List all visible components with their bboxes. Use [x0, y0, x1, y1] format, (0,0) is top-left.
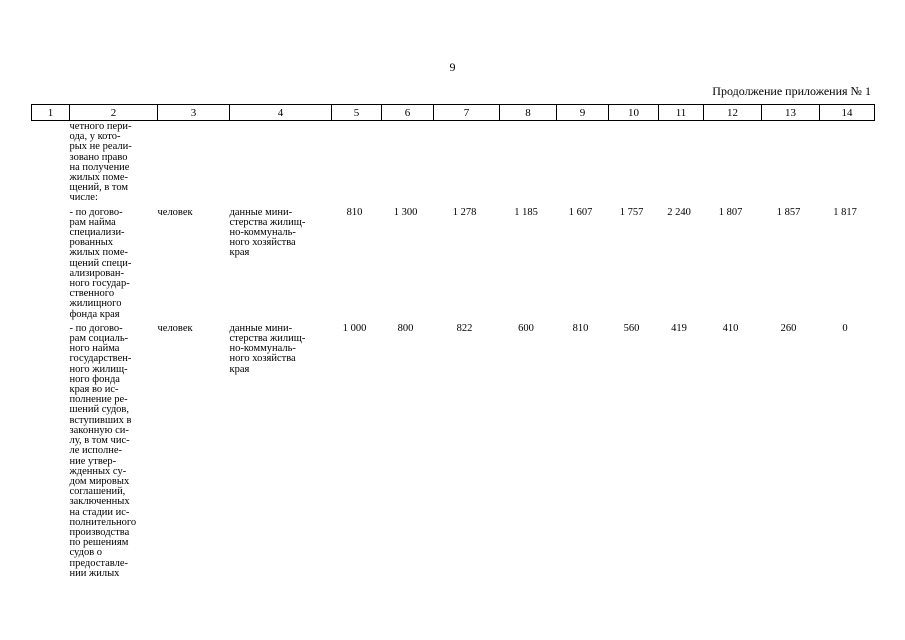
table-row — [32, 320, 875, 579]
value-cell: 1 185 — [514, 206, 538, 218]
value-cell: 1 807 — [718, 206, 743, 218]
table-row — [32, 204, 875, 320]
value-cell — [762, 121, 820, 204]
value-cell: 800 — [397, 322, 414, 334]
unit-cell: человек — [157, 206, 193, 218]
indicator-cell: - по догово- рам найма специализи- рованных жилых поме- щений специ- ализирован- ного государ- ственного жилищного фонда края — [69, 206, 132, 320]
value-cell — [382, 121, 434, 204]
value-cell — [609, 121, 659, 204]
continuation-label: Продолжение приложения № 1 — [712, 84, 871, 98]
indicators-table — [31, 104, 875, 579]
header-col-11: 11 — [659, 105, 704, 121]
value-cell: 810 — [346, 206, 363, 218]
row-number-cell — [32, 121, 70, 204]
unit-cell: человек — [157, 322, 193, 334]
value-cell: 1 000 — [342, 322, 367, 334]
value-cell: 1 817 — [833, 206, 857, 218]
header-col-1: 1 — [32, 105, 70, 121]
value-cell: 810 — [572, 322, 589, 334]
source-cell: данные мини- стерства жилищ- но-коммуналь- ного хозяйства края — [229, 206, 306, 259]
header-col-8: 8 — [500, 105, 557, 121]
header-col-2: 2 — [70, 105, 158, 121]
value-cell: 822 — [456, 322, 473, 334]
value-cell — [434, 121, 500, 204]
header-col-14: 14 — [820, 105, 875, 121]
value-cell: 410 — [722, 322, 739, 334]
value-cell: 1 857 — [776, 206, 801, 218]
header-col-3: 3 — [158, 105, 230, 121]
source-cell — [230, 121, 332, 204]
header-col-7: 7 — [434, 105, 500, 121]
value-cell: 2 240 — [667, 206, 691, 218]
value-cell — [659, 121, 704, 204]
value-cell — [500, 121, 557, 204]
value-cell: 600 — [518, 322, 534, 334]
value-cell — [704, 121, 762, 204]
value-cell: 1 278 — [452, 206, 477, 218]
header-col-5: 5 — [332, 105, 382, 121]
unit-cell — [158, 121, 230, 204]
row-number-cell — [32, 204, 70, 320]
value-cell: 419 — [671, 322, 687, 334]
value-cell: 1 300 — [393, 206, 418, 218]
header-col-12: 12 — [704, 105, 762, 121]
header-col-6: 6 — [382, 105, 434, 121]
header-col-13: 13 — [762, 105, 820, 121]
value-cell: 260 — [780, 322, 797, 334]
header-col-4: 4 — [230, 105, 332, 121]
value-cell: 1 607 — [568, 206, 593, 218]
value-cell: 560 — [623, 322, 640, 334]
value-cell: 0 — [842, 322, 848, 334]
value-cell — [332, 121, 382, 204]
source-cell: данные мини- стерства жилищ- но-коммуналь- ного хозяйства края — [229, 322, 306, 375]
value-cell — [557, 121, 609, 204]
value-cell: 1 757 — [619, 206, 644, 218]
row-number-cell — [32, 320, 70, 579]
header-col-10: 10 — [609, 105, 659, 121]
header-col-9: 9 — [557, 105, 609, 121]
indicator-cell: - по догово- рам социаль- ного найма государствен- ного жилищ- ного фонда края во ис- полнение ре- шений судов, вступивших в законную си- лу, в том чис- ле исполне- ние утвер- жденных су- дом мировых соглашений, заключенных на стадии ис- полнительного производства по решениям судов о предоставле- нии жилых — [69, 322, 137, 579]
indicator-cell: четного пери- ода, у кото- рых не реали- зовано право на получение жилых поме- щений, в том числе: — [69, 121, 132, 204]
value-cell — [820, 121, 875, 204]
page-number: 9 — [449, 60, 456, 74]
table-row — [32, 121, 875, 204]
header-row — [32, 105, 875, 121]
